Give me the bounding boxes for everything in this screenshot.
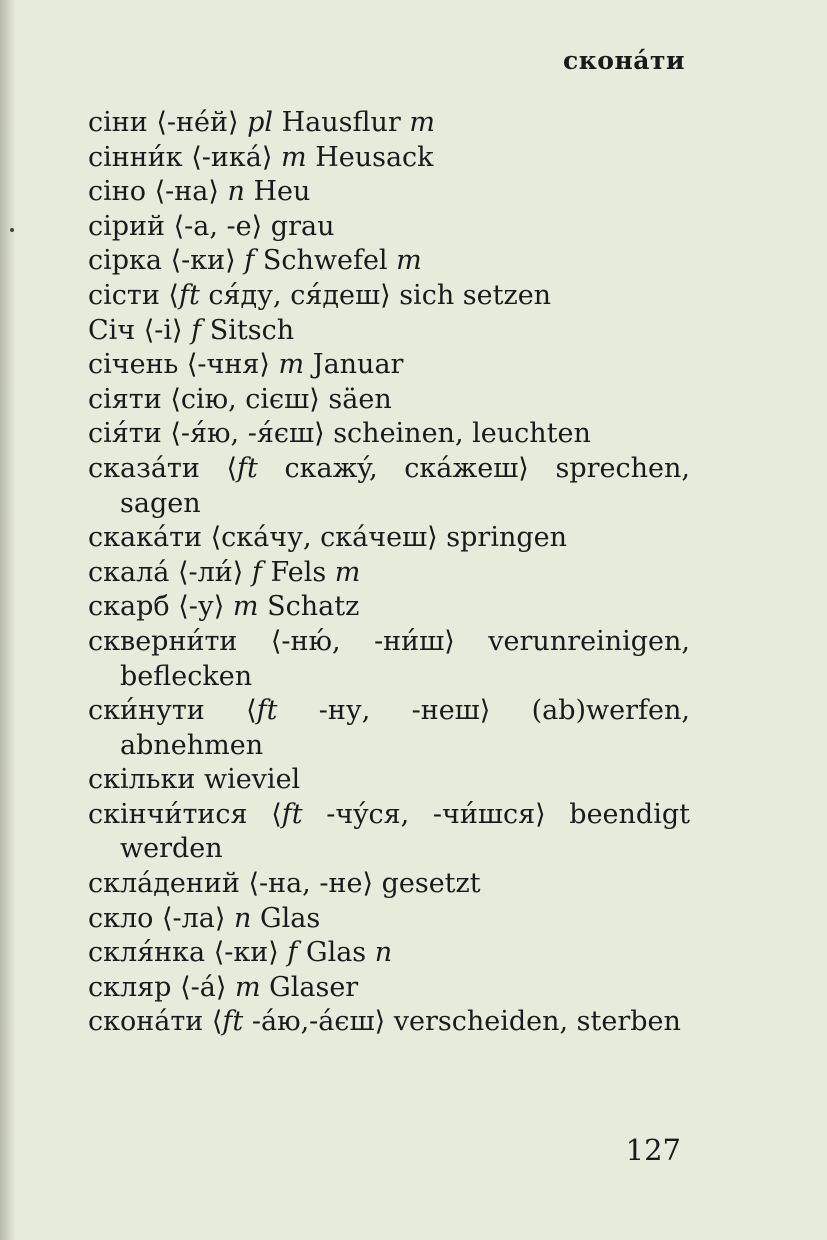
entry-grammar: ⟨-нéй⟩ <box>156 107 239 138</box>
entry-headword: скалá <box>88 556 170 588</box>
entry-grammar: ⟨скáчу, скáчеш⟩ <box>210 522 438 554</box>
dictionary-entry <box>88 244 690 279</box>
page-number: 127 <box>625 1133 681 1167</box>
dictionary-entry <box>88 383 690 418</box>
entry-headword: скля́нка <box>88 937 206 969</box>
entry-translation: Januar <box>312 349 404 381</box>
entry-translation: (ab)werfen, abnehmen <box>120 695 690 761</box>
entry-translation: wieviel <box>203 764 301 796</box>
entry-grammar: ⟨-на⟩ <box>154 176 219 208</box>
entry-headword: склáдений <box>88 868 240 900</box>
entry-gender: m <box>234 971 261 1003</box>
entry-gender: f <box>244 245 255 277</box>
entry-grammar: ⟨-икá⟩ <box>191 141 273 173</box>
entry-translation: Schwefel <box>262 245 388 277</box>
entry-translation: Heu <box>253 176 311 208</box>
entry-grammar: ⟨-а, -е⟩ <box>173 210 263 242</box>
entry-headword: скверни́ти <box>88 625 238 657</box>
dictionary-entry <box>88 314 690 349</box>
dictionary-entry <box>88 1005 690 1040</box>
dictionary-entry <box>88 867 690 902</box>
page-mark <box>10 228 14 232</box>
entry-headword: Січ <box>88 314 136 346</box>
entry-gender: m <box>280 141 307 173</box>
entry-translation: Glas <box>260 902 321 934</box>
entry-translation-gender: m <box>334 556 361 588</box>
page-gutter-shadow <box>0 0 16 1240</box>
aspect-marker: ft <box>237 452 258 484</box>
entry-gender: f <box>191 314 202 346</box>
entry-grammar: ⟨-ню́, -ни́ш⟩ <box>270 625 455 657</box>
entry-headword: ски́нути <box>88 695 205 727</box>
dictionary-entry <box>88 175 690 210</box>
entry-headword: скільки <box>88 764 196 796</box>
dictionary-entry <box>88 971 690 1006</box>
entry-translation: gesetzt <box>381 868 481 900</box>
entry-grammar: ⟨сію, сієш⟩ <box>170 383 320 415</box>
dictionary-entry <box>88 417 690 452</box>
entry-grammar: ⟨-я́ю, -я́єш⟩ <box>170 418 325 450</box>
entry-translation: scheinen, leuchten <box>333 418 591 450</box>
dictionary-entry <box>88 798 690 867</box>
entry-translation: Hausflur <box>281 107 401 138</box>
entry-grammar: ⟨-у⟩ <box>178 591 225 623</box>
entry-headword: сія́ти <box>88 418 162 450</box>
entry-translation-gender: m <box>396 245 422 277</box>
entry-headword: січень <box>88 349 179 381</box>
aspect-marker: ft <box>222 1006 244 1038</box>
dictionary-entry <box>88 210 690 245</box>
entry-translation: Heusack <box>315 141 434 173</box>
entry-translation: verunreinigen, beflecken <box>120 625 690 692</box>
entry-translation: Fels <box>270 556 327 588</box>
entry-grammar: ⟨ft -ну, -неш⟩ <box>246 695 491 727</box>
aspect-marker: ft <box>281 798 303 830</box>
entry-translation: sprechen, sagen <box>120 452 690 519</box>
entry-translation: sich setzen <box>399 279 552 311</box>
entry-headword: сірий <box>88 210 166 242</box>
entry-headword: скляр <box>88 971 172 1003</box>
dictionary-entry <box>88 106 690 141</box>
entry-gender: f <box>287 937 298 969</box>
entry-headword: скарб <box>88 591 170 623</box>
dictionary-entry <box>88 348 690 383</box>
entry-translation: Glas <box>306 937 367 969</box>
dictionary-entry <box>88 521 690 556</box>
entry-gender: f <box>251 556 262 588</box>
entry-grammar: ⟨-ли́⟩ <box>177 556 244 588</box>
entry-grammar: ⟨-на, -не⟩ <box>248 868 373 900</box>
aspect-marker: ft <box>256 695 278 727</box>
entry-headword: скло <box>88 902 154 934</box>
entry-grammar: ⟨-і⟩ <box>143 314 183 346</box>
entry-grammar: ⟨ft -áю,-áєш⟩ <box>211 1006 386 1038</box>
entry-translation: verscheiden, sterben <box>393 1006 681 1038</box>
entry-grammar: ⟨-чня⟩ <box>186 349 270 381</box>
entry-headword: сконáти <box>88 1006 204 1038</box>
dictionary-entry <box>88 556 690 591</box>
entry-translation: Schatz <box>267 591 360 623</box>
entry-translation-gender: n <box>374 937 393 969</box>
entry-grammar: ⟨ft скажý, скáжеш⟩ <box>226 452 529 484</box>
entry-grammar: ⟨-ки⟩ <box>213 937 279 969</box>
entry-gender: n <box>234 902 252 934</box>
entry-headword: сіно <box>88 176 147 208</box>
entry-gender: m <box>278 349 305 381</box>
entry-headword: сісти <box>88 279 160 311</box>
entry-gender: n <box>227 176 245 208</box>
entry-headword: скакáти <box>88 522 202 554</box>
entry-headword: сінни́к <box>88 141 183 173</box>
entry-translation: Sitsch <box>209 314 295 346</box>
dictionary-entry <box>88 694 690 763</box>
entry-gender: pl <box>247 107 274 138</box>
dictionary-entry <box>88 452 690 521</box>
entry-gender: m <box>232 591 259 623</box>
entry-translation: grau <box>270 210 335 242</box>
entry-grammar: ⟨-ки⟩ <box>170 245 236 277</box>
dictionary-entry <box>88 141 690 176</box>
entry-headword: сірка <box>88 245 163 277</box>
entry-headword: сіяти <box>88 383 162 415</box>
entry-translation: Glaser <box>269 971 359 1003</box>
entry-grammar: ⟨-ла⟩ <box>162 902 226 934</box>
entry-translation: säen <box>328 383 392 415</box>
dictionary-entry <box>88 590 690 625</box>
entry-translation-gender: m <box>409 107 436 138</box>
dictionary-entry <box>88 625 690 694</box>
entry-headword: сказáти <box>88 452 200 484</box>
entry-grammar: ⟨-á⟩ <box>180 971 227 1003</box>
entry-headword: сіни <box>88 107 148 138</box>
entry-translation: springen <box>446 522 568 554</box>
dictionary-entry <box>88 279 690 314</box>
dictionary-entry <box>88 763 690 798</box>
entry-translation: beendigt werden <box>120 798 690 865</box>
dictionary-entries <box>88 106 690 1040</box>
dictionary-entry <box>88 936 690 971</box>
entry-grammar: ⟨ft ся́ду, ся́деш⟩ <box>168 279 391 311</box>
running-head: сконáти <box>563 46 685 75</box>
entry-grammar: ⟨ft -чýся, -чи́шся⟩ <box>271 798 546 830</box>
entry-headword: скінчи́тися <box>88 798 248 830</box>
dictionary-entry <box>88 902 690 937</box>
aspect-marker: ft <box>178 279 200 311</box>
